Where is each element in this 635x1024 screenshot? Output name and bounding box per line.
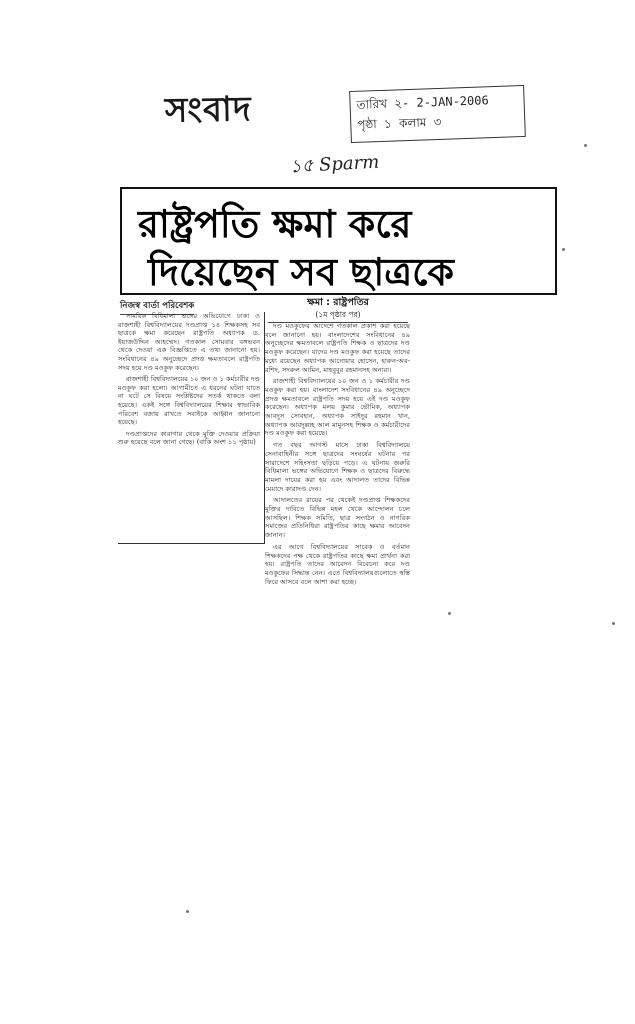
article-right-column	[265, 322, 410, 890]
right-paragraph: এর আগে বিশ্ববিদ্যালয়ের সাবেক ও বর্তমান শিক্ষকদের পক্ষ থেকে রাষ্ট্রপতির কাছে ক্ষমা প্রার্থনা করা হয়। রাষ্ট্রপতি তাদের আবেদন বিবেচনা করে দণ্ড মওকুফের সিদ্ধান্ত নেন। এতে বিশ্ববিদ্যালয়গুলোতে স্বস্তি ফিরে আসবে বলে আশা করা হচ্ছে।	[265, 542, 410, 586]
continuation-title: ক্ষমা : রাষ্ট্রপতির	[307, 297, 369, 308]
right-paragraph: আদালতের রায়ের পর থেকেই দণ্ডপ্রাপ্ত শিক্ষকদের মুক্তির দাবিতে বিভিন্ন মহল থেকে আন্দোলন চলে আসছিল। শিক্ষক সমিতি, ছাত্র সংগঠন ও নাগরিক সমাজের প্রতিনিধিরা রাষ্ট্রপতির কাছে ক্ষমার আবেদন জানান।	[265, 496, 410, 540]
stamp-page-line: পৃষ্ঠা ১ কলাম ৩	[357, 114, 442, 132]
speck-mark	[612, 622, 615, 625]
left-paragraph: সামরিক বিধিমালা ভঙ্গের অভিযোগে ঢাকা ও রাজশাহী বিশ্ববিদ্যালয়ের দণ্ডপ্রাপ্ত ১৪ শিক্ষকসহ সব ছাত্রকে ক্ষমা করেছেন রাষ্ট্রপতি অধ্যাপক ড. ইয়াজউদ্দিন আহম্মেদ। গতকাল সোমবার বঙ্গভবন থেকে দেওয়া এক বিজ্ঞপ্তিতে এ তথ্য জানানো হয়। সংবিধানের ৪৯ অনুচ্ছেদে প্রদত্ত ক্ষমতাবলে রাষ্ট্রপতি সদয় হয়ে দণ্ড মওকুফ করেছেন।	[118, 312, 260, 372]
speck-mark	[448, 612, 451, 615]
continuation-subtitle: (১ম পৃষ্ঠার পর)	[268, 310, 408, 323]
headline-line-2: দিয়েছেন সব ছাত্রকে	[148, 249, 454, 294]
right-paragraph: রাজশাহী বিশ্ববিদ্যালয়ের ১০ জন ও ১ কর্মচারীর দণ্ড মওকুফ করা হয়। বাংলাদেশ সংবিধানের ৪৯ অনুচ্ছেদে প্রদত্ত ক্ষমতাবলে রাষ্ট্রপতি সদয় হয়ে এই দণ্ড মওকুফ করেছেন। অধ্যাপক মলয় কুমার ভৌমিক, অধ্যাপক আবদুস সোবহান, অধ্যাপক সাইদুর রহমান খান, অধ্যাপক আবদুল্লাহ আল মামুনসহ শিক্ষক ও কর্মচারীদের দণ্ড মওকুফ করা হয়েছে।	[265, 377, 410, 438]
speck-mark	[584, 144, 587, 147]
right-paragraph: গত বছর আগস্ট মাসে ঢাকা বিশ্ববিদ্যালয়ে সেনাবাহিনীর সঙ্গে ছাত্রদের সংঘর্ষের ঘটনার পর সারাদেশে সহিংসতা ছড়িয়ে পড়ে। এ ঘটনায় জরুরি বিধিমালা ভঙ্গের অভিযোগে শিক্ষক ও ছাত্রদের বিরুদ্ধে মামলা দায়ের করা হয় এবং আদালত তাদের বিভিন্ন মেয়াদে কারাদণ্ড দেন।	[265, 441, 410, 493]
speck-mark	[186, 910, 189, 913]
speck-mark	[562, 248, 565, 251]
right-paragraph: দণ্ড মওকুফের আদেশে গতকাল প্রকাশ করা হয়েছে বলে জানানো হয়। বাংলাদেশের সংবিধানের ৪৯ অনুচ্ছেদের ক্ষমতাবলে রাষ্ট্রপতি শিক্ষক ও ছাত্রদের দণ্ড মওকুফ করেছেন। যাদের দণ্ড মওকুফ করা হয়েছে তাদের মধ্যে রয়েছেন অধ্যাপক আনোয়ার হোসেন, হারুন-অর-রশিদ, সদরুল আমিন, মাহবুবুর রহমানসহ অন্যরা।	[265, 322, 410, 374]
stamp-date-line: তারিখ ২- 2-JAN-2006	[356, 93, 489, 112]
handwritten-note: ১৫ Sparm	[289, 151, 380, 178]
headline-line-1: রাষ্ট্রপতি ক্ষমা করে	[138, 201, 412, 246]
date-stamp	[349, 85, 526, 143]
byline: নিজস্ব বার্তা পরিবেশক	[120, 299, 194, 315]
left-paragraph: দণ্ডপ্রাপ্তদের কারাগার থেকে মুক্তি দেওয়ার প্রক্রিয়া শুরু হয়েছে বলে জানা গেছে। (বাকি অংশ ১১ পৃষ্ঠায়)	[118, 429, 260, 447]
left-paragraph: রাজশাহী বিশ্ববিদ্যালয়ের ১০ জন ও ১ কর্মচারীর দণ্ড মওকুফ করা হলো। আগামীতে এ ধরনের ঘটনা যাতে না ঘটে সে বিষয়ে সংশ্লিষ্টদের সতর্ক থাকতে বলা হয়েছে। একই সঙ্গে বিশ্ববিদ্যালয়ের শিক্ষার স্বাভাবিক পরিবেশ বজায় রাখতে সবাইকে আহ্বান জানানো হয়েছে।	[118, 375, 260, 427]
headline-box	[120, 187, 557, 295]
newspaper-masthead: সংবাদ	[164, 89, 253, 131]
article-left-column	[118, 312, 265, 544]
